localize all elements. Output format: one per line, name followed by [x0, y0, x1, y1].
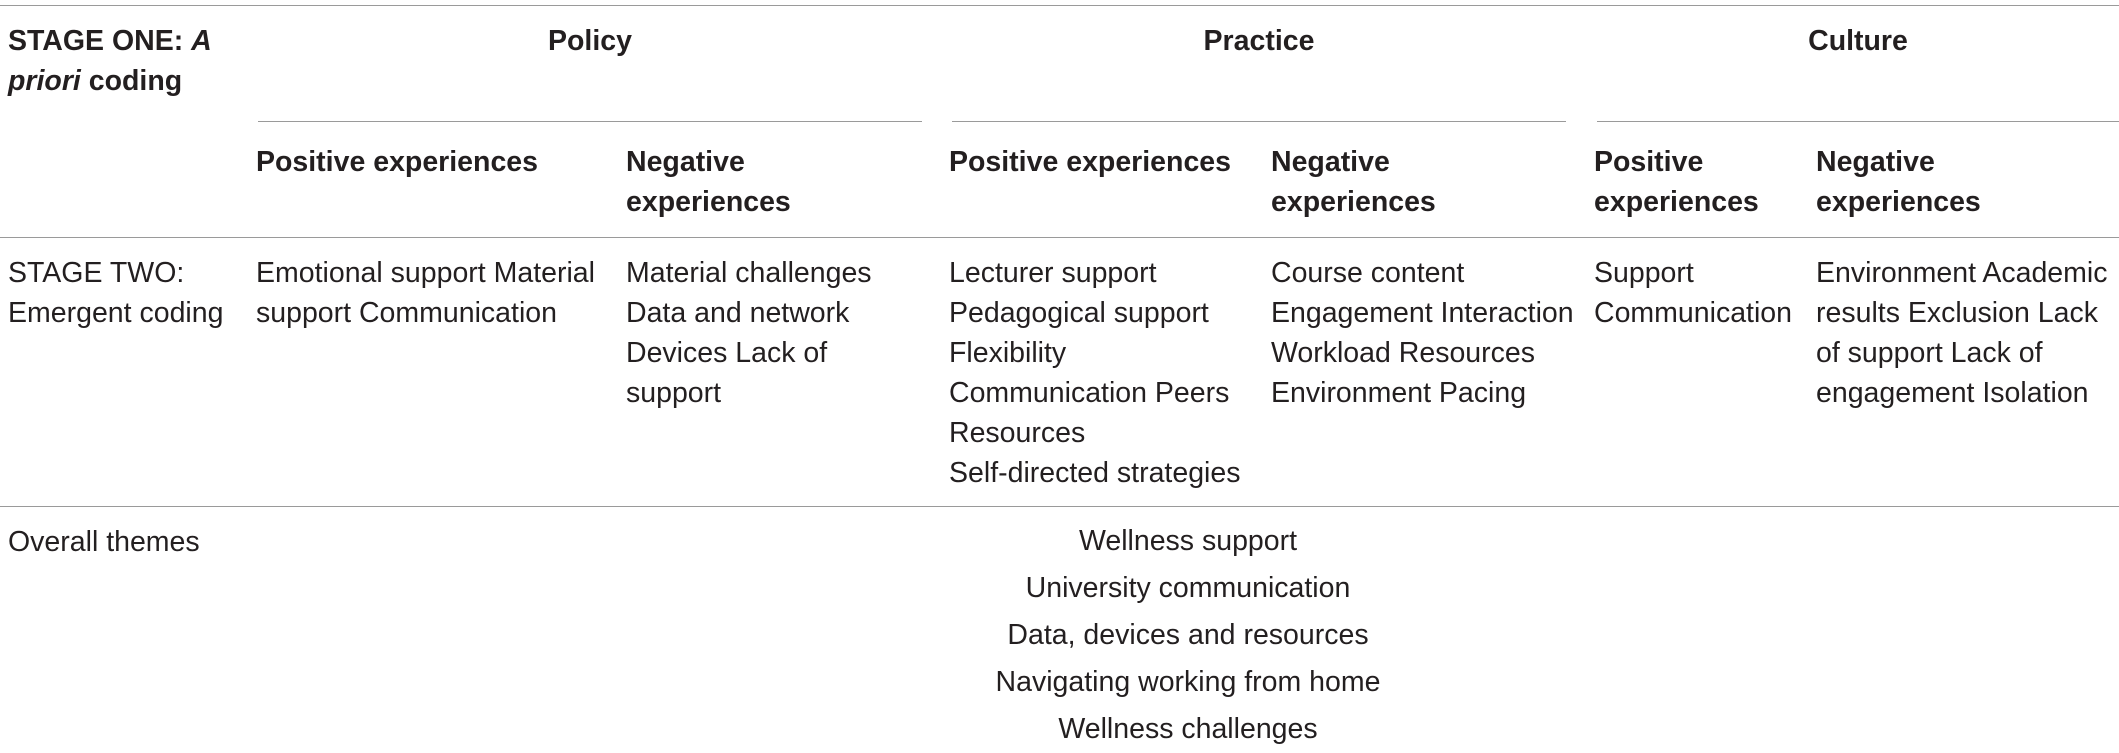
- cell-line: engagement Isolation: [1816, 377, 2089, 409]
- stage-two-label: [8, 253, 223, 333]
- stage-two-practice-positive: [949, 253, 1240, 493]
- stage-two-culture-positive: [1594, 253, 1792, 333]
- subheader-policy-positive: [256, 142, 538, 182]
- policy-group-rule: [258, 121, 922, 122]
- corner-header-prefix: STAGE ONE:: [8, 25, 192, 57]
- subheader-practice-positive: [949, 142, 1231, 182]
- header-bottom-rule: [0, 237, 2119, 238]
- corner-header-suffix: coding: [80, 65, 183, 97]
- stage-two-culture-negative: [1816, 253, 2107, 413]
- corner-header-italic-a: A: [191, 25, 212, 57]
- subheader-policy-negative: [626, 142, 791, 222]
- subheader-line: Positive experiences: [256, 146, 538, 178]
- group-header-practice: Practice: [1203, 25, 1315, 57]
- subheader-line: Positive: [1594, 146, 1704, 178]
- cell-line: Pedagogical support: [949, 297, 1209, 329]
- theme-item: University communication: [1025, 572, 1351, 604]
- cell-line: Emergent coding: [8, 297, 224, 329]
- cell-line: Environment Pacing: [1271, 377, 1527, 409]
- cell-line: Devices Lack of: [626, 337, 828, 369]
- subheader-culture-positive: [1594, 142, 1759, 222]
- corner-header-italic-priori: priori: [8, 65, 81, 97]
- subheader-line: Negative: [1271, 146, 1390, 178]
- cell-line: Emotional support Material: [256, 257, 595, 289]
- cell-line: Communication Peers: [949, 377, 1230, 409]
- cell-line: Workload Resources: [1271, 337, 1536, 369]
- subheader-line: experiences: [1271, 186, 1436, 218]
- group-header-policy: Policy: [548, 25, 632, 57]
- cell-line: Flexibility: [949, 337, 1067, 369]
- cell-line: Lecturer support: [949, 257, 1157, 289]
- cell-line: Engagement Interaction: [1271, 297, 1574, 329]
- subheader-line: Positive experiences: [949, 146, 1231, 178]
- subheader-practice-negative: [1271, 142, 1436, 222]
- cell-line: Support: [1594, 257, 1694, 289]
- stage-two-practice-negative: [1271, 253, 1574, 413]
- cell-line: of support Lack of: [1816, 337, 2043, 369]
- subheader-culture-negative: [1816, 142, 1981, 222]
- subheader-line: experiences: [626, 186, 791, 218]
- cell-line: support: [626, 377, 722, 409]
- stage-two-bottom-rule: [0, 506, 2119, 507]
- group-header-culture: Culture: [1808, 25, 1908, 57]
- cell-line: Course content: [1271, 257, 1465, 289]
- cell-line: support Communication: [256, 297, 557, 329]
- table-top-rule: [0, 5, 2119, 6]
- cell-line: Self-directed strategies: [949, 457, 1241, 489]
- cell-line: Resources: [949, 417, 1086, 449]
- cell-line: results Exclusion Lack: [1816, 297, 2098, 329]
- cell-line: Material challenges: [626, 257, 872, 289]
- subheader-line: Negative: [626, 146, 745, 178]
- theme-item: Wellness challenges: [1058, 713, 1318, 745]
- theme-item: Data, devices and resources: [1007, 619, 1369, 651]
- stage-two-policy-positive: [256, 253, 595, 333]
- practice-group-rule: [952, 121, 1566, 122]
- corner-header: [8, 21, 212, 101]
- cell-line: Data and network: [626, 297, 850, 329]
- subheader-line: experiences: [1816, 186, 1981, 218]
- cell-line: STAGE TWO:: [8, 257, 185, 289]
- culture-group-rule: [1597, 121, 2119, 122]
- overall-themes-list: [888, 518, 1488, 753]
- theme-item: Wellness support: [1078, 525, 1298, 557]
- cell-line: Communication: [1594, 297, 1792, 329]
- subheader-line: Negative: [1816, 146, 1935, 178]
- theme-item: Navigating working from home: [995, 666, 1381, 698]
- stage-two-policy-negative: [626, 253, 872, 413]
- cell-line: Environment Academic: [1816, 257, 2108, 289]
- overall-themes-label: Overall themes: [8, 526, 200, 558]
- subheader-line: experiences: [1594, 186, 1759, 218]
